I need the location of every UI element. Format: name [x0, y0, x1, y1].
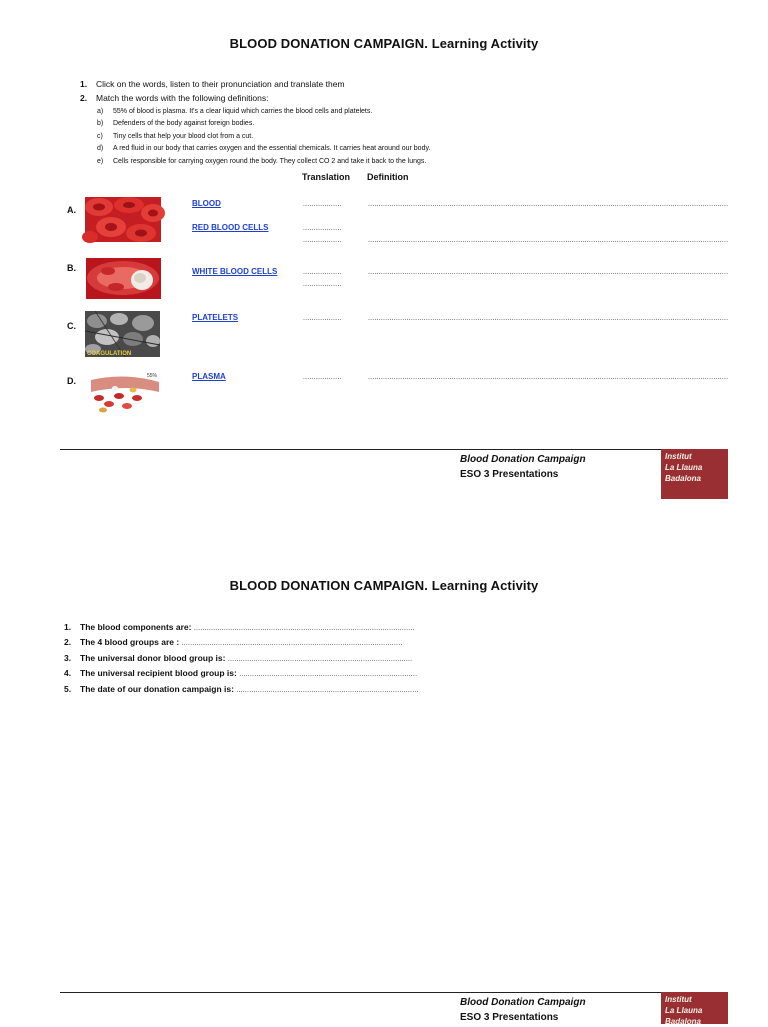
translation-blank-white-blood-cells-2[interactable]: ..................: [303, 281, 342, 288]
footer-subtitle: ESO 3 Presentations: [460, 469, 559, 480]
instruction-1: 1. Click on the words, listen to their pronunciation and translate them: [80, 79, 345, 89]
red-blood-cells-image: [85, 197, 161, 242]
word-white-blood-cells[interactable]: WHITE BLOOD CELLS: [192, 267, 278, 276]
word-red-blood-cells[interactable]: RED BLOOD CELLS: [192, 223, 269, 232]
definition-blank-blood[interactable]: ........................................................................................................................................................................: [368, 201, 729, 208]
definition-a: a) 55% of blood is plasma. It's a clear liquid which carries the blood cells and platelets.: [97, 108, 373, 115]
definition-blank-white-blood-cells[interactable]: ........................................................................................................................................................................: [368, 269, 729, 276]
word-platelets[interactable]: PLATELETS: [192, 313, 239, 322]
translation-blank-plasma[interactable]: ..................: [303, 374, 342, 381]
word-blood[interactable]: BLOOD: [192, 199, 221, 208]
definition-e: e) Cells responsible for carrying oxygen round the body. They collect CO 2 and take it back to the lungs.: [97, 158, 427, 165]
page-title-2: BLOOD DONATION CAMPAIGN. Learning Activity: [229, 578, 539, 593]
translation-header: Translation: [302, 172, 351, 182]
answer-blank-5[interactable]: .....................................................................................: [236, 687, 419, 694]
footer-title-2: Blood Donation Campaign: [460, 997, 586, 1008]
instruction-2: 2. Match the words with the following definitions:: [80, 93, 269, 103]
answer-blank-1[interactable]: .......................................................................................................: [193, 625, 415, 632]
definition-d: d) A red fluid in our body that carries oxygen and the essential chemicals. It carries heat around our body.: [97, 145, 431, 152]
word-plasma[interactable]: PLASMA: [192, 372, 226, 381]
definition-header: Definition: [367, 172, 409, 182]
page-title: BLOOD DONATION CAMPAIGN. Learning Activity: [229, 36, 539, 51]
row-letter-b: B.: [67, 263, 76, 273]
answer-blank-2[interactable]: .......................................................................................................: [181, 640, 403, 647]
footer-rule-2: [60, 992, 661, 993]
platelets-image: [85, 311, 160, 357]
row-letter-c: C.: [67, 321, 76, 331]
translation-blank-red-blood-cells[interactable]: ..................: [303, 225, 342, 232]
translation-blank-white-blood-cells[interactable]: ..................: [303, 269, 342, 276]
coagulation-caption: COAGULATION: [87, 351, 132, 357]
definition-blank-platelets[interactable]: ........................................................................................................................................................................: [368, 315, 729, 322]
definition-b: b) Defenders of the body against foreign bodies.: [97, 120, 255, 127]
row-letter-d: D.: [67, 376, 76, 386]
answer-blank-4[interactable]: ...................................................................................: [239, 671, 418, 678]
translation-blank-red-blood-cells-2[interactable]: ..................: [303, 237, 342, 244]
footer-rule: [60, 449, 661, 450]
question-4: 4. The universal recipient blood group is: ...................................................................................: [64, 668, 418, 678]
answer-blank-3[interactable]: ......................................................................................: [227, 656, 413, 663]
definition-blank-plasma[interactable]: ........................................................................................................................................................................: [368, 374, 729, 381]
question-1: 1. The blood components are: .......................................................................................................: [64, 622, 415, 632]
plasma-image: [89, 370, 161, 414]
footer-subtitle-2: ESO 3 Presentations: [460, 1012, 559, 1023]
plasma-percent-caption: 55%: [147, 373, 158, 379]
question-5: 5. The date of our donation campaign is: .....................................................................................: [64, 684, 419, 694]
definition-blank-red-blood-cells[interactable]: ........................................................................................................................................................................: [368, 237, 729, 244]
translation-blank-platelets[interactable]: ..................: [303, 315, 342, 322]
question-3: 3. The universal donor blood group is: ......................................................................................: [64, 653, 413, 663]
definition-c: c) Tiny cells that help your blood clot from a cut.: [97, 133, 254, 140]
question-2: 2. The 4 blood groups are : .......................................................................................................: [64, 637, 403, 647]
school-badge-2: Institut La Llauna Badalona: [661, 992, 728, 1024]
white-blood-cell-image: [86, 258, 161, 299]
row-letter-a: A.: [67, 205, 76, 215]
school-badge: Institut La Llauna Badalona: [661, 449, 728, 499]
translation-blank-blood[interactable]: ..................: [303, 201, 342, 208]
footer-title: Blood Donation Campaign: [460, 454, 586, 465]
